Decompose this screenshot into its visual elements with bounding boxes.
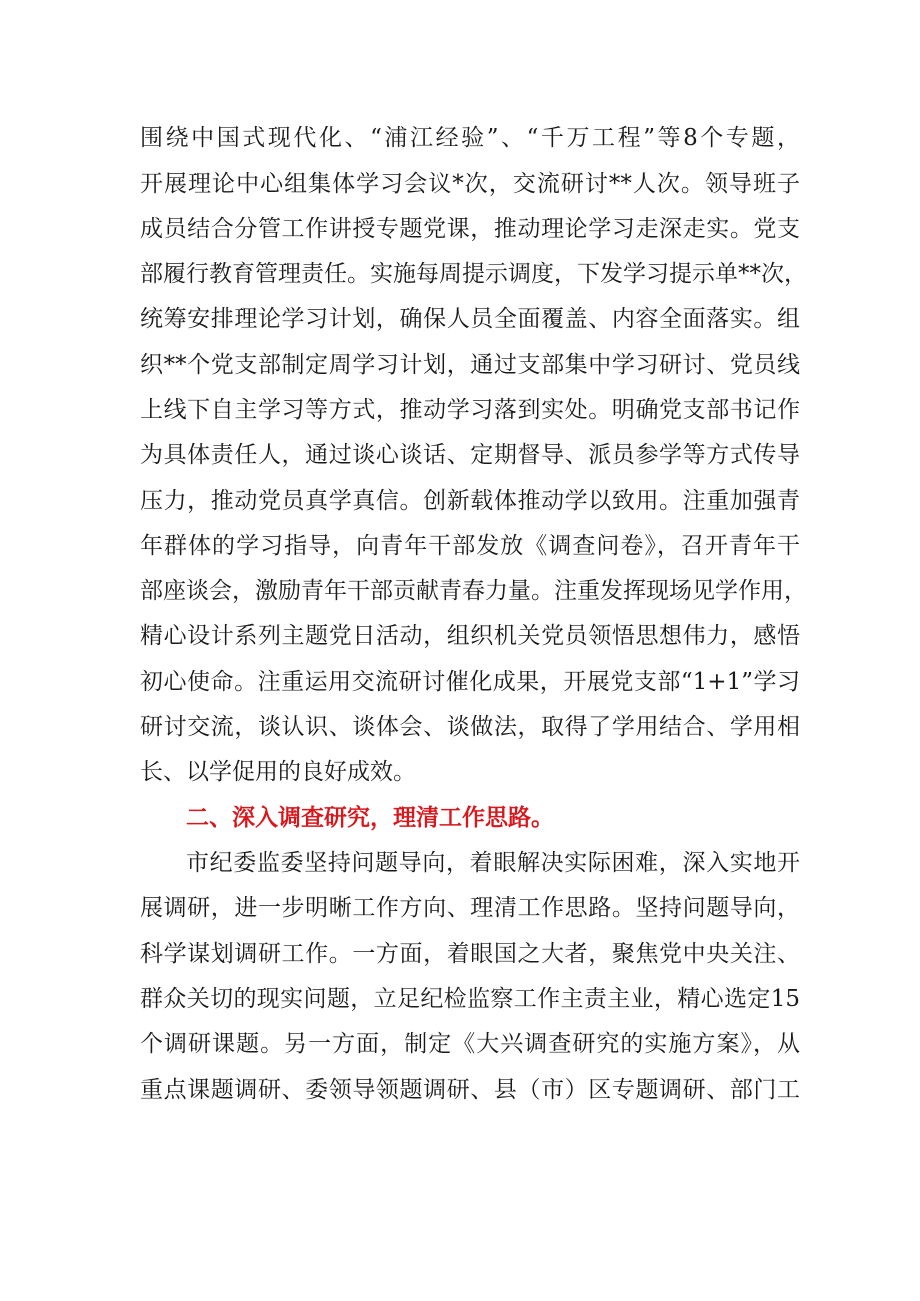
body-text-line: 统筹安排理论学习计划，确保人员全面覆盖、内容全面落实。组 bbox=[140, 306, 800, 332]
body-text-line: 展调研，进一步明晰工作方向、理清工作思路。坚持问题导向， bbox=[140, 895, 800, 921]
body-text-line: 围绕中国式现代化、“浦江经验”、“千万工程”等8个专题， bbox=[140, 125, 800, 151]
body-text-line: 科学谋划调研工作。一方面，着眼国之大者，聚焦党中央关注、 bbox=[140, 941, 800, 967]
body-text-line: 为具体责任人，通过谈心谈话、定期督导、派员参学等方式传导 bbox=[140, 442, 800, 468]
body-text-line: 织**个党支部制定周学习计划，通过支部集中学习研讨、党员线 bbox=[140, 352, 800, 378]
body-text-line: 市纪委监委坚持问题导向，着眼解决实际困难，深入实地开 bbox=[186, 850, 800, 876]
body-text-line: 上线下自主学习等方式，推动学习落到实处。明确党支部书记作 bbox=[140, 397, 800, 423]
body-text-line: 压力，推动党员真学真信。创新载体推动学以致用。注重加强青 bbox=[140, 488, 800, 514]
body-text-line: 成员结合分管工作讲授专题党课，推动理论学习走深走实。党支 bbox=[140, 216, 800, 242]
body-text-line: 群众关切的现实问题，立足纪检监察工作主责主业，精心选定15 bbox=[140, 986, 800, 1012]
body-text-line: 初心使命。注重运用交流研讨催化成果，开展党支部“1+1”学习 bbox=[140, 669, 800, 695]
body-text-line: 研讨交流，谈认识、谈体会、谈做法，取得了学用结合、学用相 bbox=[140, 714, 800, 740]
body-text-line: 部履行教育管理责任。实施每周提示调度，下发学习提示单**次， bbox=[140, 261, 807, 287]
body-text-line: 部座谈会，激励青年干部贡献青春力量。注重发挥现场见学作用， bbox=[140, 578, 807, 604]
body-text-line: 重点课题调研、委领导领题调研、县（市）区专题调研、部门工 bbox=[140, 1077, 800, 1103]
body-text-line: 个调研课题。另一方面，制定《大兴调查研究的实施方案》，从 bbox=[140, 1031, 800, 1057]
body-text-line: 精心设计系列主题党日活动，组织机关党员领悟思想伟力，感悟 bbox=[140, 623, 800, 649]
section-heading: 二、深入调查研究，理清工作思路。 bbox=[186, 805, 554, 831]
body-text-line: 年群体的学习指导，向青年干部发放《调查问卷》，召开青年干 bbox=[140, 533, 800, 559]
body-text-line: 开展理论中心组集体学习会议*次，交流研讨**人次。领导班子 bbox=[140, 171, 800, 197]
body-text-line: 长、以学促用的良好成效。 bbox=[140, 759, 416, 785]
